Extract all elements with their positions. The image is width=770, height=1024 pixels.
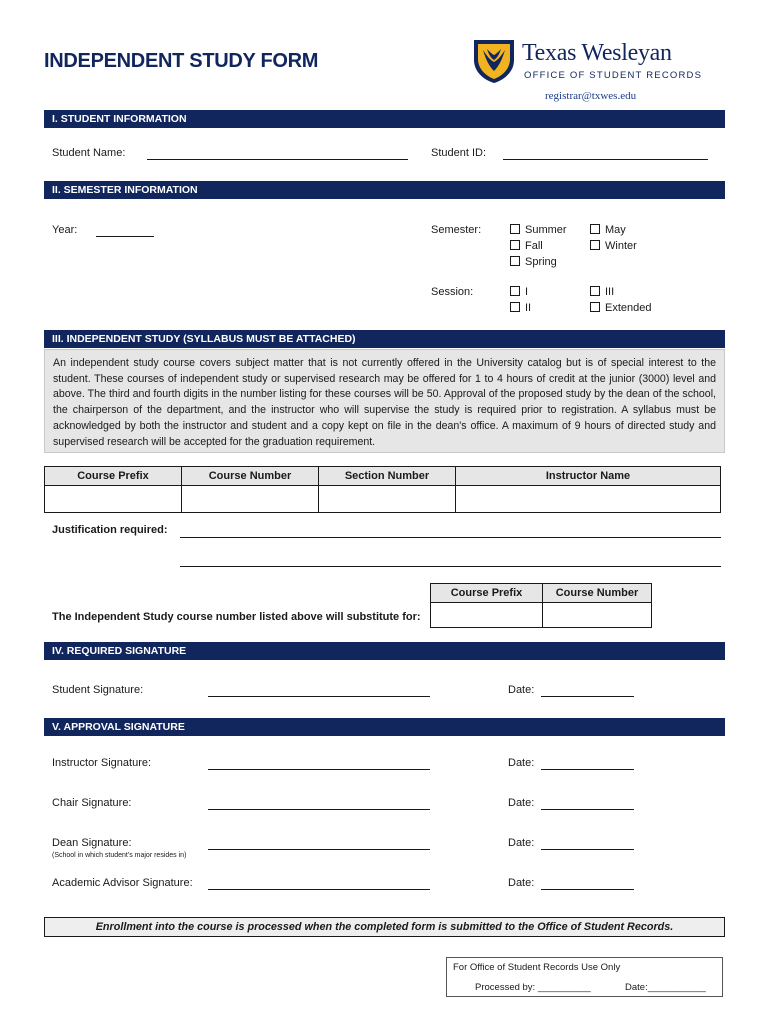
advisor-signature-field[interactable] xyxy=(208,889,430,890)
col-sub-course-prefix: Course Prefix xyxy=(431,584,543,603)
sub-course-prefix-cell[interactable] xyxy=(431,603,543,628)
table-row xyxy=(45,486,721,513)
session-option-iii[interactable]: III xyxy=(590,284,651,300)
dean-date-field[interactable] xyxy=(541,849,634,850)
enrollment-note: Enrollment into the course is processed when the completed form is submitted to the Office of Student Records. xyxy=(44,917,725,937)
student-signature-field[interactable] xyxy=(208,696,430,697)
student-date-label: Date: xyxy=(508,684,535,696)
semester-option-winter[interactable]: Winter xyxy=(590,238,637,254)
col-course-number: Course Number xyxy=(182,467,319,486)
checkbox-icon[interactable] xyxy=(590,240,600,250)
processed-by-field[interactable]: Processed by: __________ xyxy=(475,982,591,993)
course-number-cell[interactable] xyxy=(182,486,319,513)
student-name-label: Student Name: xyxy=(52,147,126,159)
substitute-label: The Independent Study course number listed above will substitute for: xyxy=(52,611,421,623)
section-semester-info: II. SEMESTER INFORMATION xyxy=(44,181,725,199)
instructor-signature-field[interactable] xyxy=(208,769,430,770)
section-independent-study: III. INDEPENDENT STUDY (SYLLABUS MUST BE ATTACHED) xyxy=(44,330,725,348)
checkbox-icon[interactable] xyxy=(510,224,520,234)
year-label: Year: xyxy=(52,224,78,236)
instructor-date-field[interactable] xyxy=(541,769,634,770)
checkbox-icon[interactable] xyxy=(590,286,600,296)
dean-note: (School in which student's major resides in) xyxy=(52,852,187,859)
course-prefix-cell[interactable] xyxy=(45,486,182,513)
session-option-i[interactable]: I xyxy=(510,284,531,300)
office-date-field[interactable]: Date:___________ xyxy=(625,982,706,993)
student-name-field[interactable] xyxy=(147,159,408,160)
instructor-name-cell[interactable] xyxy=(456,486,721,513)
sub-course-number-cell[interactable] xyxy=(543,603,652,628)
section-approval-signature: V. APPROVAL SIGNATURE xyxy=(44,718,725,736)
instructor-date-label: Date: xyxy=(508,757,535,769)
policy-paragraph: An independent study course covers subject matter that is not currently offered in the University catalog but is of special interest to the student. These courses of independent study or supervised research may be offered for 1 to 4 hours of credit at the junior (3000) level and above. The third and fourth digits in the number listing for these courses will be 50. Approval of the proposed study by the dean of the school, the chairperson of the department, and the instructor who will supervise the study is required prior to registration. A syllabus must be acknowledged by both the instructor and student and a copy kept on file in the dean's office. A maximum of 9 hours of directed study and supervised research will be accepted for the graduation requirement. xyxy=(44,349,725,453)
shield-logo-icon xyxy=(472,38,516,84)
semester-label: Semester: xyxy=(431,224,482,236)
semester-option-spring[interactable]: Spring xyxy=(510,254,567,270)
col-section-number: Section Number xyxy=(319,467,456,486)
justification-line-1[interactable] xyxy=(180,537,721,538)
advisor-date-field[interactable] xyxy=(541,889,634,890)
student-id-label: Student ID: xyxy=(431,147,487,159)
office-use-box xyxy=(446,957,723,997)
chair-date-label: Date: xyxy=(508,797,535,809)
checkbox-icon[interactable] xyxy=(510,302,520,312)
semester-option-may[interactable]: May xyxy=(590,222,637,238)
registrar-email[interactable]: registrar@txwes.edu xyxy=(545,90,637,102)
substitute-table xyxy=(430,583,652,628)
semester-option-summer[interactable]: Summer xyxy=(510,222,567,238)
col-sub-course-number: Course Number xyxy=(543,584,652,603)
justification-label: Justification required: xyxy=(52,524,168,536)
col-course-prefix: Course Prefix xyxy=(45,467,182,486)
instructor-signature-label: Instructor Signature: xyxy=(52,757,152,769)
year-field[interactable] xyxy=(96,236,154,237)
logo-subtitle: OFFICE OF STUDENT RECORDS xyxy=(524,70,703,81)
logo-wordmark: Texas Wesleyan xyxy=(522,40,672,66)
advisor-signature-label: Academic Advisor Signature: xyxy=(52,877,193,889)
table-row xyxy=(431,603,652,628)
dean-date-label: Date: xyxy=(508,837,535,849)
student-id-field[interactable] xyxy=(503,159,708,160)
col-instructor-name: Instructor Name xyxy=(456,467,721,486)
form-title: INDEPENDENT STUDY FORM xyxy=(44,50,319,72)
session-label: Session: xyxy=(431,286,474,298)
checkbox-icon[interactable] xyxy=(590,224,600,234)
section-required-signature: IV. REQUIRED SIGNATURE xyxy=(44,642,725,660)
checkbox-icon[interactable] xyxy=(510,286,520,296)
chair-date-field[interactable] xyxy=(541,809,634,810)
advisor-date-label: Date: xyxy=(508,877,535,889)
course-table xyxy=(44,466,721,513)
session-option-extended[interactable]: Extended xyxy=(590,300,651,316)
office-use-title: For Office of Student Records Use Only xyxy=(453,962,621,973)
justification-line-2[interactable] xyxy=(180,566,721,567)
student-signature-label: Student Signature: xyxy=(52,684,144,696)
session-option-ii[interactable]: II xyxy=(510,300,531,316)
student-date-field[interactable] xyxy=(541,696,634,697)
dean-signature-field[interactable] xyxy=(208,849,430,850)
chair-signature-label: Chair Signature: xyxy=(52,797,132,809)
checkbox-icon[interactable] xyxy=(590,302,600,312)
section-number-cell[interactable] xyxy=(319,486,456,513)
checkbox-icon[interactable] xyxy=(510,240,520,250)
dean-signature-label: Dean Signature: xyxy=(52,837,132,849)
semester-option-fall[interactable]: Fall xyxy=(510,238,567,254)
section-student-info: I. STUDENT INFORMATION xyxy=(44,110,725,128)
checkbox-icon[interactable] xyxy=(510,256,520,266)
chair-signature-field[interactable] xyxy=(208,809,430,810)
